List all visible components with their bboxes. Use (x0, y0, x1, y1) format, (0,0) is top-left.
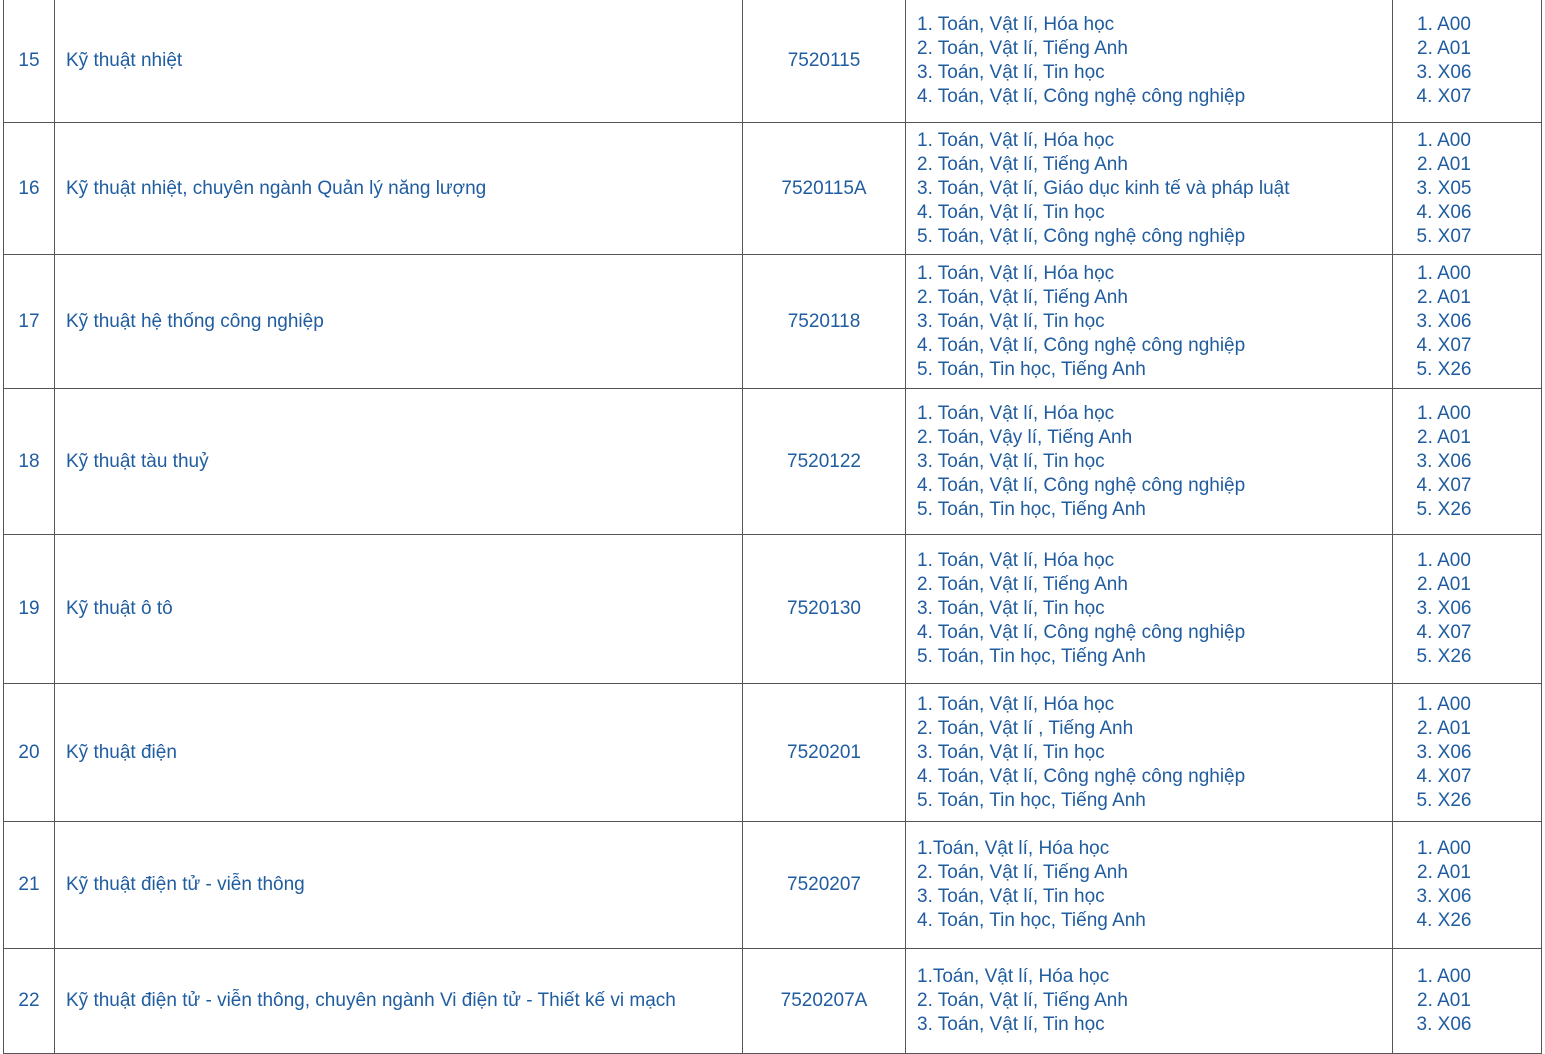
subject-combination: 2. Toán, Vậy lí, Tiếng Anh (917, 426, 1133, 448)
major-code: 7520207A (743, 949, 906, 1054)
combination-codes (1393, 389, 1542, 535)
combination-code: 4. X07 (1416, 765, 1472, 787)
subject-combination: 4. Toán, Vật lí, Tin học (917, 201, 1105, 223)
subject-combination: 2. Toán, Vật lí, Tiếng Anh (917, 38, 1128, 59)
major-code: 7520201 (743, 684, 906, 822)
subject-combinations (906, 255, 1393, 389)
table-row (4, 535, 1542, 684)
combination-code: 2. A01 (1417, 426, 1471, 448)
combination-code: 3. X06 (1416, 886, 1472, 907)
combination-code: 3. X06 (1416, 450, 1472, 472)
subject-combination: 2. Toán, Vật lí , Tiếng Anh (917, 717, 1134, 739)
subject-combination: 4. Toán, Vật lí, Công nghệ công nghiệp (917, 334, 1246, 356)
subject-combination: 5. Toán, Tin học, Tiếng Anh (917, 646, 1146, 667)
subject-combinations (906, 684, 1393, 822)
combination-code: 4. X07 (1416, 86, 1472, 107)
subject-combination: 1. Toán, Vật lí, Hóa học (917, 129, 1115, 151)
subject-combination: 1.Toán, Vật lí, Hóa học (917, 838, 1110, 859)
combination-code: 2. A01 (1417, 862, 1471, 883)
subject-combination: 1. Toán, Vật lí, Hóa học (917, 14, 1115, 35)
subject-combination: 4. Toán, Vật lí, Công nghệ công nghiệp (917, 765, 1246, 787)
combination-code: 3. X05 (1416, 177, 1472, 199)
combination-code: 4. X07 (1416, 334, 1472, 356)
combination-codes (1393, 684, 1542, 822)
combination-code: 1. A00 (1417, 838, 1471, 859)
combination-codes (1393, 255, 1542, 389)
combination-code: 2. A01 (1417, 38, 1471, 59)
subject-combination: 3. Toán, Vật lí, Tin học (917, 598, 1105, 619)
combination-codes (1393, 0, 1542, 123)
subject-combination: 2. Toán, Vật lí, Tiếng Anh (917, 153, 1128, 175)
combination-code: 2. A01 (1417, 286, 1471, 308)
subject-combination: 4. Toán, Vật lí, Công nghệ công nghiệp (917, 474, 1246, 496)
combination-code: 1. A00 (1417, 262, 1471, 284)
row-number: 22 (4, 949, 55, 1054)
combination-code: 5. X07 (1416, 225, 1472, 247)
subject-combination: 3. Toán, Vật lí, Tin học (917, 310, 1105, 332)
table-row (4, 0, 1542, 123)
combination-code: 5. X26 (1416, 789, 1472, 811)
table-body (4, 0, 1542, 1054)
combination-code: 1. A00 (1417, 129, 1471, 151)
table-row (4, 822, 1542, 949)
subject-combinations (906, 389, 1393, 535)
combination-code: 5. X26 (1416, 498, 1472, 520)
subject-combination: 3. Toán, Vật lí, Tin học (917, 1014, 1105, 1035)
subject-combination: 3. Toán, Vật lí, Tin học (917, 450, 1105, 472)
row-number: 21 (4, 822, 55, 949)
major-code: 7520122 (743, 389, 906, 535)
major-name: Kỹ thuật điện (55, 684, 743, 822)
major-code: 7520115A (743, 123, 906, 255)
combination-code: 3. X06 (1416, 62, 1472, 83)
subject-combination: 5. Toán, Tin học, Tiếng Anh (917, 498, 1146, 520)
subject-combination: 2. Toán, Vật lí, Tiếng Anh (917, 574, 1128, 595)
subject-combinations (906, 0, 1393, 123)
combination-code: 3. X06 (1416, 1014, 1472, 1035)
row-number: 18 (4, 389, 55, 535)
major-name: Kỹ thuật điện tử - viễn thông (55, 822, 743, 949)
combination-code: 3. X06 (1416, 741, 1472, 763)
combination-code: 4. X06 (1416, 201, 1472, 223)
subject-combination: 4. Toán, Vật lí, Công nghệ công nghiệp (917, 86, 1246, 107)
subject-combination: 5. Toán, Vật lí, Công nghệ công nghiệp (917, 225, 1246, 247)
subject-combination: 1. Toán, Vật lí, Hóa học (917, 262, 1115, 284)
combination-code: 2. A01 (1417, 990, 1471, 1011)
combination-code: 3. X06 (1416, 310, 1472, 332)
combination-code: 4. X26 (1416, 910, 1472, 931)
subject-combinations (906, 822, 1393, 949)
combination-code: 1. A00 (1417, 550, 1471, 571)
major-code: 7520130 (743, 535, 906, 684)
subject-combination: 5. Toán, Tin học, Tiếng Anh (917, 789, 1146, 811)
major-code: 7520207 (743, 822, 906, 949)
subject-combination: 3. Toán, Vật lí, Giáo dục kinh tế và pháp luật (917, 177, 1290, 199)
major-name: Kỹ thuật tàu thuỷ (55, 389, 743, 535)
major-code: 7520115 (743, 0, 906, 123)
combination-code: 3. X06 (1416, 598, 1472, 619)
major-name: Kỹ thuật hệ thống công nghiệp (55, 255, 743, 389)
subject-combinations (906, 123, 1393, 255)
subject-combination: 3. Toán, Vật lí, Tin học (917, 741, 1105, 763)
combination-codes (1393, 949, 1542, 1054)
subject-combinations (906, 535, 1393, 684)
combination-codes (1393, 123, 1542, 255)
combination-codes (1393, 822, 1542, 949)
subject-combinations (906, 949, 1393, 1054)
subject-combination: 3. Toán, Vật lí, Tin học (917, 62, 1105, 83)
table-row (4, 255, 1542, 389)
subject-combination: 1. Toán, Vật lí, Hóa học (917, 693, 1115, 715)
combination-code: 2. A01 (1417, 574, 1471, 595)
combination-code: 1. A00 (1417, 14, 1471, 35)
combination-code: 4. X07 (1416, 474, 1472, 496)
table-row (4, 123, 1542, 255)
admission-majors-table (3, 0, 1542, 1054)
major-name: Kỹ thuật nhiệt (55, 0, 743, 123)
table-row (4, 389, 1542, 535)
row-number: 17 (4, 255, 55, 389)
table-row (4, 949, 1542, 1054)
subject-combination: 1.Toán, Vật lí, Hóa học (917, 966, 1110, 987)
row-number: 19 (4, 535, 55, 684)
major-code: 7520118 (743, 255, 906, 389)
subject-combination: 2. Toán, Vật lí, Tiếng Anh (917, 990, 1128, 1011)
subject-combination: 1. Toán, Vật lí, Hóa học (917, 402, 1115, 424)
combination-codes (1393, 535, 1542, 684)
combination-code: 1. A00 (1417, 966, 1471, 987)
row-number: 15 (4, 0, 55, 123)
subject-combination: 2. Toán, Vật lí, Tiếng Anh (917, 286, 1128, 308)
major-name: Kỹ thuật ô tô (55, 535, 743, 684)
major-name: Kỹ thuật điện tử - viễn thông, chuyên ngành Vi điện tử - Thiết kế vi mạch (55, 949, 743, 1054)
major-name: Kỹ thuật nhiệt, chuyên ngành Quản lý năng lượng (55, 123, 743, 255)
table-row (4, 684, 1542, 822)
subject-combination: 3. Toán, Vật lí, Tin học (917, 886, 1105, 907)
combination-code: 1. A00 (1417, 693, 1471, 715)
subject-combination: 1. Toán, Vật lí, Hóa học (917, 550, 1115, 571)
subject-combination: 5. Toán, Tin học, Tiếng Anh (917, 358, 1146, 380)
combination-code: 2. A01 (1417, 717, 1471, 739)
combination-code: 5. X26 (1416, 646, 1472, 667)
combination-code: 5. X26 (1416, 358, 1472, 380)
subject-combination: 4. Toán, Vật lí, Công nghệ công nghiệp (917, 622, 1246, 643)
combination-code: 4. X07 (1416, 622, 1472, 643)
row-number: 20 (4, 684, 55, 822)
combination-code: 1. A00 (1417, 402, 1471, 424)
row-number: 16 (4, 123, 55, 255)
subject-combination: 2. Toán, Vật lí, Tiếng Anh (917, 862, 1128, 883)
combination-code: 2. A01 (1417, 153, 1471, 175)
subject-combination: 4. Toán, Tin học, Tiếng Anh (917, 910, 1146, 931)
